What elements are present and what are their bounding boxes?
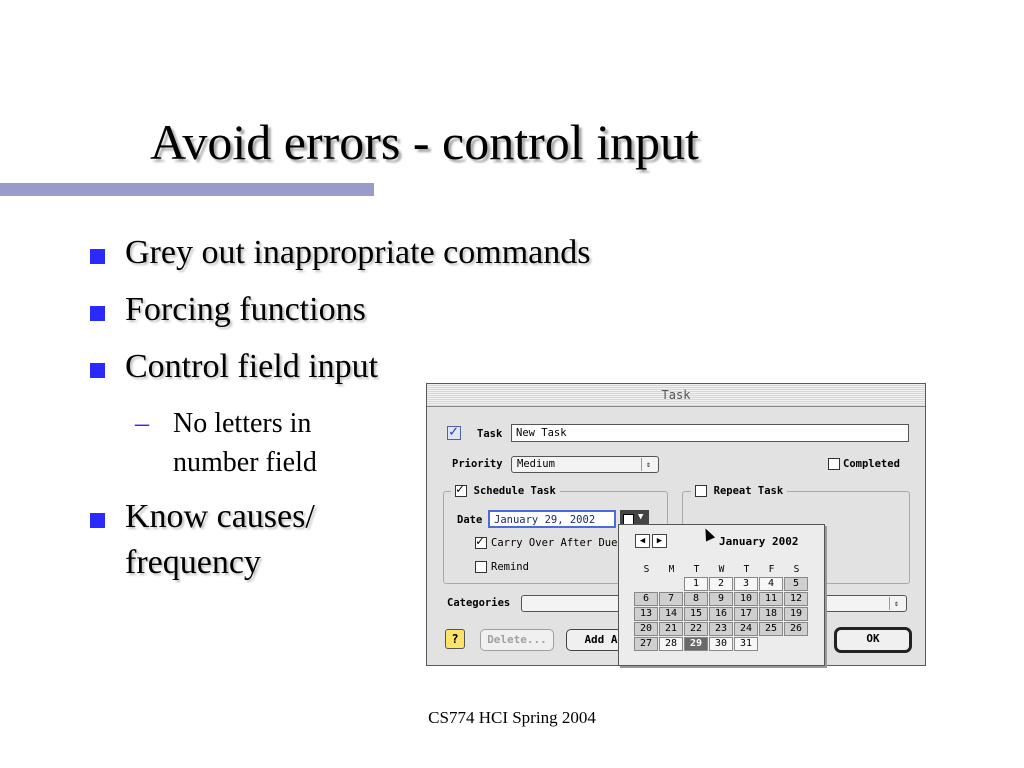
calendar-day[interactable]: 27 <box>634 637 658 651</box>
calendar-day[interactable]: 28 <box>659 637 683 651</box>
task-name-input[interactable]: New Task <box>511 424 909 442</box>
popup-arrows-icon: ⇕ <box>641 458 655 471</box>
schedule-label: Schedule Task <box>473 485 556 497</box>
weekday-label: T <box>693 564 700 575</box>
completed-label: Completed <box>843 458 900 470</box>
next-month-button[interactable]: ▶ <box>652 534 667 548</box>
calendar-day[interactable]: 17 <box>734 607 758 621</box>
bullet-item <box>90 287 366 333</box>
bullet-text: Grey out inappropriate commands <box>125 234 591 271</box>
bullet-square-icon <box>90 363 105 378</box>
slide-title: Avoid errors - control input <box>150 114 699 170</box>
calendar-day[interactable]: 1 <box>684 577 708 591</box>
title-underline-bar <box>0 183 374 196</box>
remind-checkbox[interactable] <box>475 561 487 573</box>
calendar-day[interactable]: 21 <box>659 622 683 636</box>
repeat-group-header <box>691 484 787 497</box>
bullet-text: Forcing functions <box>125 291 366 328</box>
schedule-group-header <box>451 484 560 497</box>
calendar-day[interactable]: 24 <box>734 622 758 636</box>
calendar-day[interactable]: 3 <box>734 577 758 591</box>
calendar-day[interactable]: 9 <box>709 592 733 606</box>
popup-arrows-icon: ⇕ <box>889 597 903 610</box>
repeat-label: Repeat Task <box>713 485 784 497</box>
help-icon[interactable]: ? <box>445 629 465 649</box>
weekday-label: M <box>668 564 675 575</box>
calendar-day[interactable]: 23 <box>709 622 733 636</box>
bullet-item <box>90 344 378 390</box>
date-input[interactable]: January 29, 2002 <box>488 510 616 528</box>
bullet-square-icon <box>90 513 105 528</box>
calendar-day[interactable]: 22 <box>684 622 708 636</box>
weekday-label: S <box>643 564 650 575</box>
carry-over-checkbox[interactable] <box>475 537 487 549</box>
calendar-day[interactable]: 14 <box>659 607 683 621</box>
repeat-checkbox[interactable] <box>695 485 707 497</box>
weekday-label: F <box>768 564 775 575</box>
add-button[interactable]: Add A <box>566 629 636 651</box>
calendar-day[interactable]: 15 <box>684 607 708 621</box>
remind-label: Remind <box>491 561 529 573</box>
calendar-day[interactable]: 4 <box>759 577 783 591</box>
calendar-day[interactable]: 18 <box>759 607 783 621</box>
dash-icon: – <box>135 408 149 439</box>
bullet-item <box>90 494 390 586</box>
schedule-checkbox[interactable] <box>455 485 467 497</box>
calendar-day[interactable]: 8 <box>684 592 708 606</box>
calendar-day[interactable]: 19 <box>784 607 808 621</box>
calendar-day[interactable]: 5 <box>784 577 808 591</box>
calendar-day[interactable]: 20 <box>634 622 658 636</box>
slide-footer: CS774 HCI Spring 2004 <box>428 708 596 727</box>
carry-over-label: Carry Over After Due <box>491 537 618 549</box>
date-label: Date <box>457 514 483 526</box>
calendar-day[interactable]: 29 <box>684 637 708 651</box>
calendar-day[interactable]: 2 <box>709 577 733 591</box>
bullet-item <box>90 230 590 276</box>
priority-label: Priority <box>452 458 503 470</box>
calendar-day[interactable]: 11 <box>759 592 783 606</box>
sub-bullet-item <box>135 404 395 482</box>
bullet-text: Control field input <box>125 348 379 385</box>
calendar-day[interactable]: 13 <box>634 607 658 621</box>
calendar-day[interactable]: 26 <box>784 622 808 636</box>
dialog-titlebar[interactable]: Task <box>427 384 925 407</box>
calendar-day[interactable]: 31 <box>734 637 758 651</box>
weekday-label: W <box>718 564 725 575</box>
categories-label: Categories <box>447 597 511 609</box>
delete-button[interactable]: Delete... <box>480 629 554 651</box>
prev-month-button[interactable]: ◀ <box>635 534 650 548</box>
calendar-popup <box>618 524 825 666</box>
chevron-down-icon: ▼ <box>638 512 644 522</box>
calendar-day[interactable]: 10 <box>734 592 758 606</box>
priority-select[interactable] <box>511 456 659 473</box>
ok-button[interactable]: OK <box>834 627 912 653</box>
calendar-day[interactable]: 7 <box>659 592 683 606</box>
calendar-day[interactable]: 16 <box>709 607 733 621</box>
calendar-month-title: January 2002 <box>719 535 799 548</box>
task-checkbox[interactable] <box>447 426 461 440</box>
sub-bullet-text: No letters in number field <box>173 408 317 478</box>
task-label: Task <box>477 428 503 440</box>
calendar-day[interactable]: 6 <box>634 592 658 606</box>
calendar-day[interactable]: 30 <box>709 637 733 651</box>
completed-checkbox[interactable] <box>828 458 840 470</box>
weekday-label: S <box>793 564 800 575</box>
calendar-day[interactable]: 25 <box>759 622 783 636</box>
weekday-label: T <box>743 564 750 575</box>
bullet-square-icon <box>90 249 105 264</box>
bullet-text: Know causes/ frequency <box>125 498 315 581</box>
calendar-day[interactable]: 12 <box>784 592 808 606</box>
task-dialog <box>426 383 926 666</box>
bullet-square-icon <box>90 306 105 321</box>
priority-value: Medium <box>517 458 555 470</box>
